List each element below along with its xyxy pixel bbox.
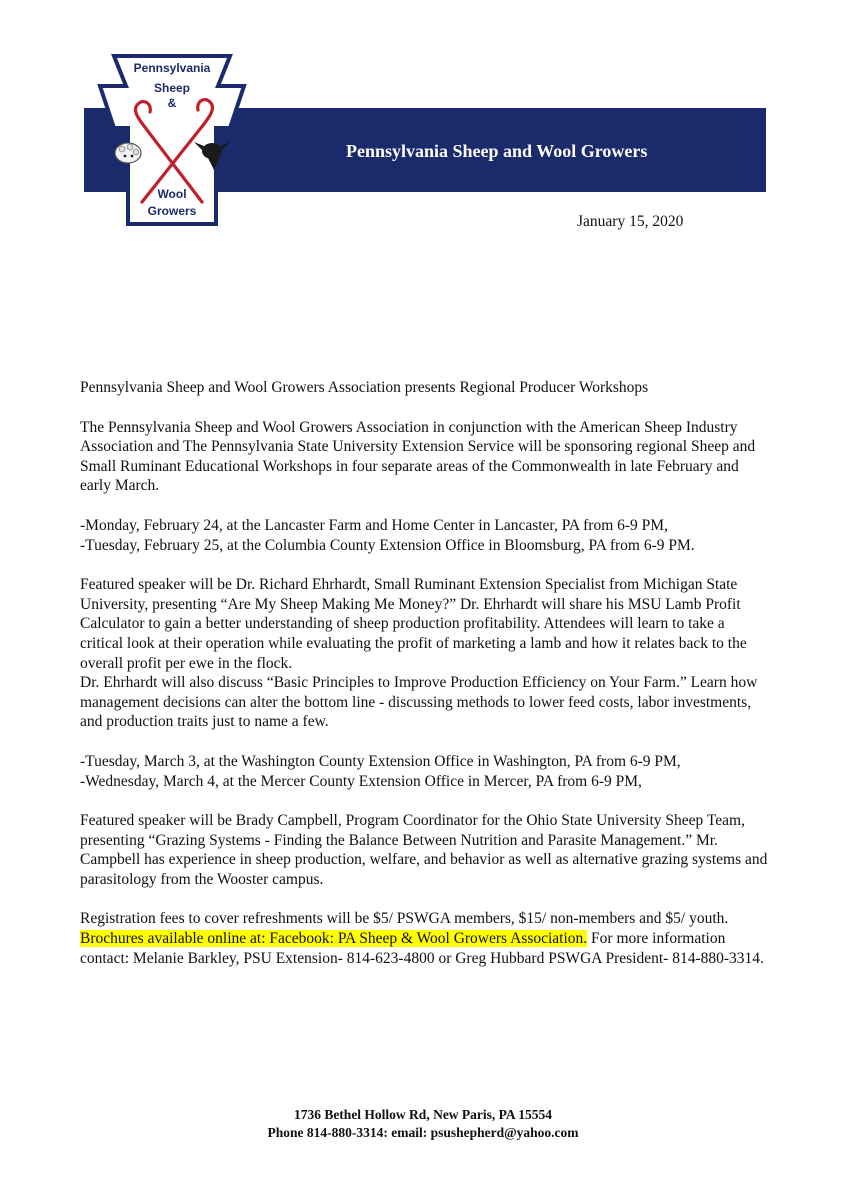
paragraph-campbell-speaker: Featured speaker will be Brady Campbell, Program Coordinator for the Ohio State University Sheep Team, presenting “Grazing Systems - Finding the Balance Between Nutrition and Parasite Management.” Mr. Campbell has experience in sheep production, welfare, and behavior as well as alternative grazing systems and parasitology from the Wooster campus. <box>80 812 768 888</box>
organization-title: Pennsylvania Sheep and Wool Growers <box>346 141 648 161</box>
paragraph-ehrhardt-speaker: Featured speaker will be Dr. Richard Ehrhardt, Small Ruminant Extension Specialist from Michigan State University, presenting “Are My Sheep Making Me Money?” Dr. Ehrhardt will share his MSU Lamb Profit Calculator to gain a better understanding of sheep production profitability. Attendees will learn to take a critical look at their operation while evaluating the profit of marketing a lamb and how it relates back to the overall profit per ewe in the flock. <box>80 576 747 672</box>
letter-footer <box>0 1106 846 1142</box>
letter-date: January 15, 2020 <box>577 213 684 230</box>
paragraph-registration <box>80 909 770 968</box>
event-lancaster: -Monday, February 24, at the Lancaster Farm and Home Center in Lancaster, PA from 6-9 PM, <box>80 516 668 534</box>
paragraph-ehrhardt-efficiency: Dr. Ehrhardt will also discuss “Basic Principles to Improve Production Efficiency on Your Farm.” Learn how management decisions can alter the bottom line - discussing methods to lower feed costs, labor investments, and production traits just to name a few. <box>80 674 758 731</box>
logo-text-ampersand: & <box>167 96 177 110</box>
brochure-highlight: Brochures available online at: Facebook: PA Sheep & Wool Growers Association. <box>80 930 588 948</box>
logo-text-growers: Growers <box>147 204 197 218</box>
intro-line: Pennsylvania Sheep and Wool Growers Association presents Regional Producer Workshops <box>80 379 649 396</box>
paragraph-sponsorship: The Pennsylvania Sheep and Wool Growers Association in conjunction with the American Sheep Industry Association and The Pennsylvania State University Extension Service will be sponsoring regional Sheep and Small Ruminant Educational Workshops in four separate areas of the Commonwealth in late February and early March. <box>80 418 756 495</box>
logo-text-wool: Wool <box>157 187 187 201</box>
logo-text-pennsylvania: Pennsylvania <box>133 61 211 75</box>
white-sheep-icon <box>115 143 141 163</box>
logo-text-sheep: Sheep <box>153 81 190 95</box>
keystone-logo <box>92 52 252 232</box>
footer-address: 1736 Bethel Hollow Rd, New Paris, PA 15554 <box>293 1107 553 1122</box>
contact-info-text: For more information contact: Melanie Barkley, PSU Extension- 814-623-4800 or Greg Hubbard PSWGA President- 814-880-3314. <box>80 930 764 967</box>
event-bloomsburg: -Tuesday, February 25, at the Columbia County Extension Office in Bloomsburg, PA from 6-9 PM. <box>80 536 695 554</box>
footer-contact: Phone 814-880-3314: email: psushepherd@yahoo.com <box>267 1125 579 1140</box>
event-washington: -Tuesday, March 3, at the Washington County Extension Office in Washington, PA from 6-9 PM, <box>80 752 681 770</box>
letter-body <box>80 378 770 988</box>
event-mercer: -Wednesday, March 4, at the Mercer County Extension Office in Mercer, PA from 6-9 PM, <box>80 772 642 790</box>
registration-fees-text: Registration fees to cover refreshments will be $5/ PSWGA members, $15/ non-members and $5/ youth. <box>80 910 729 928</box>
